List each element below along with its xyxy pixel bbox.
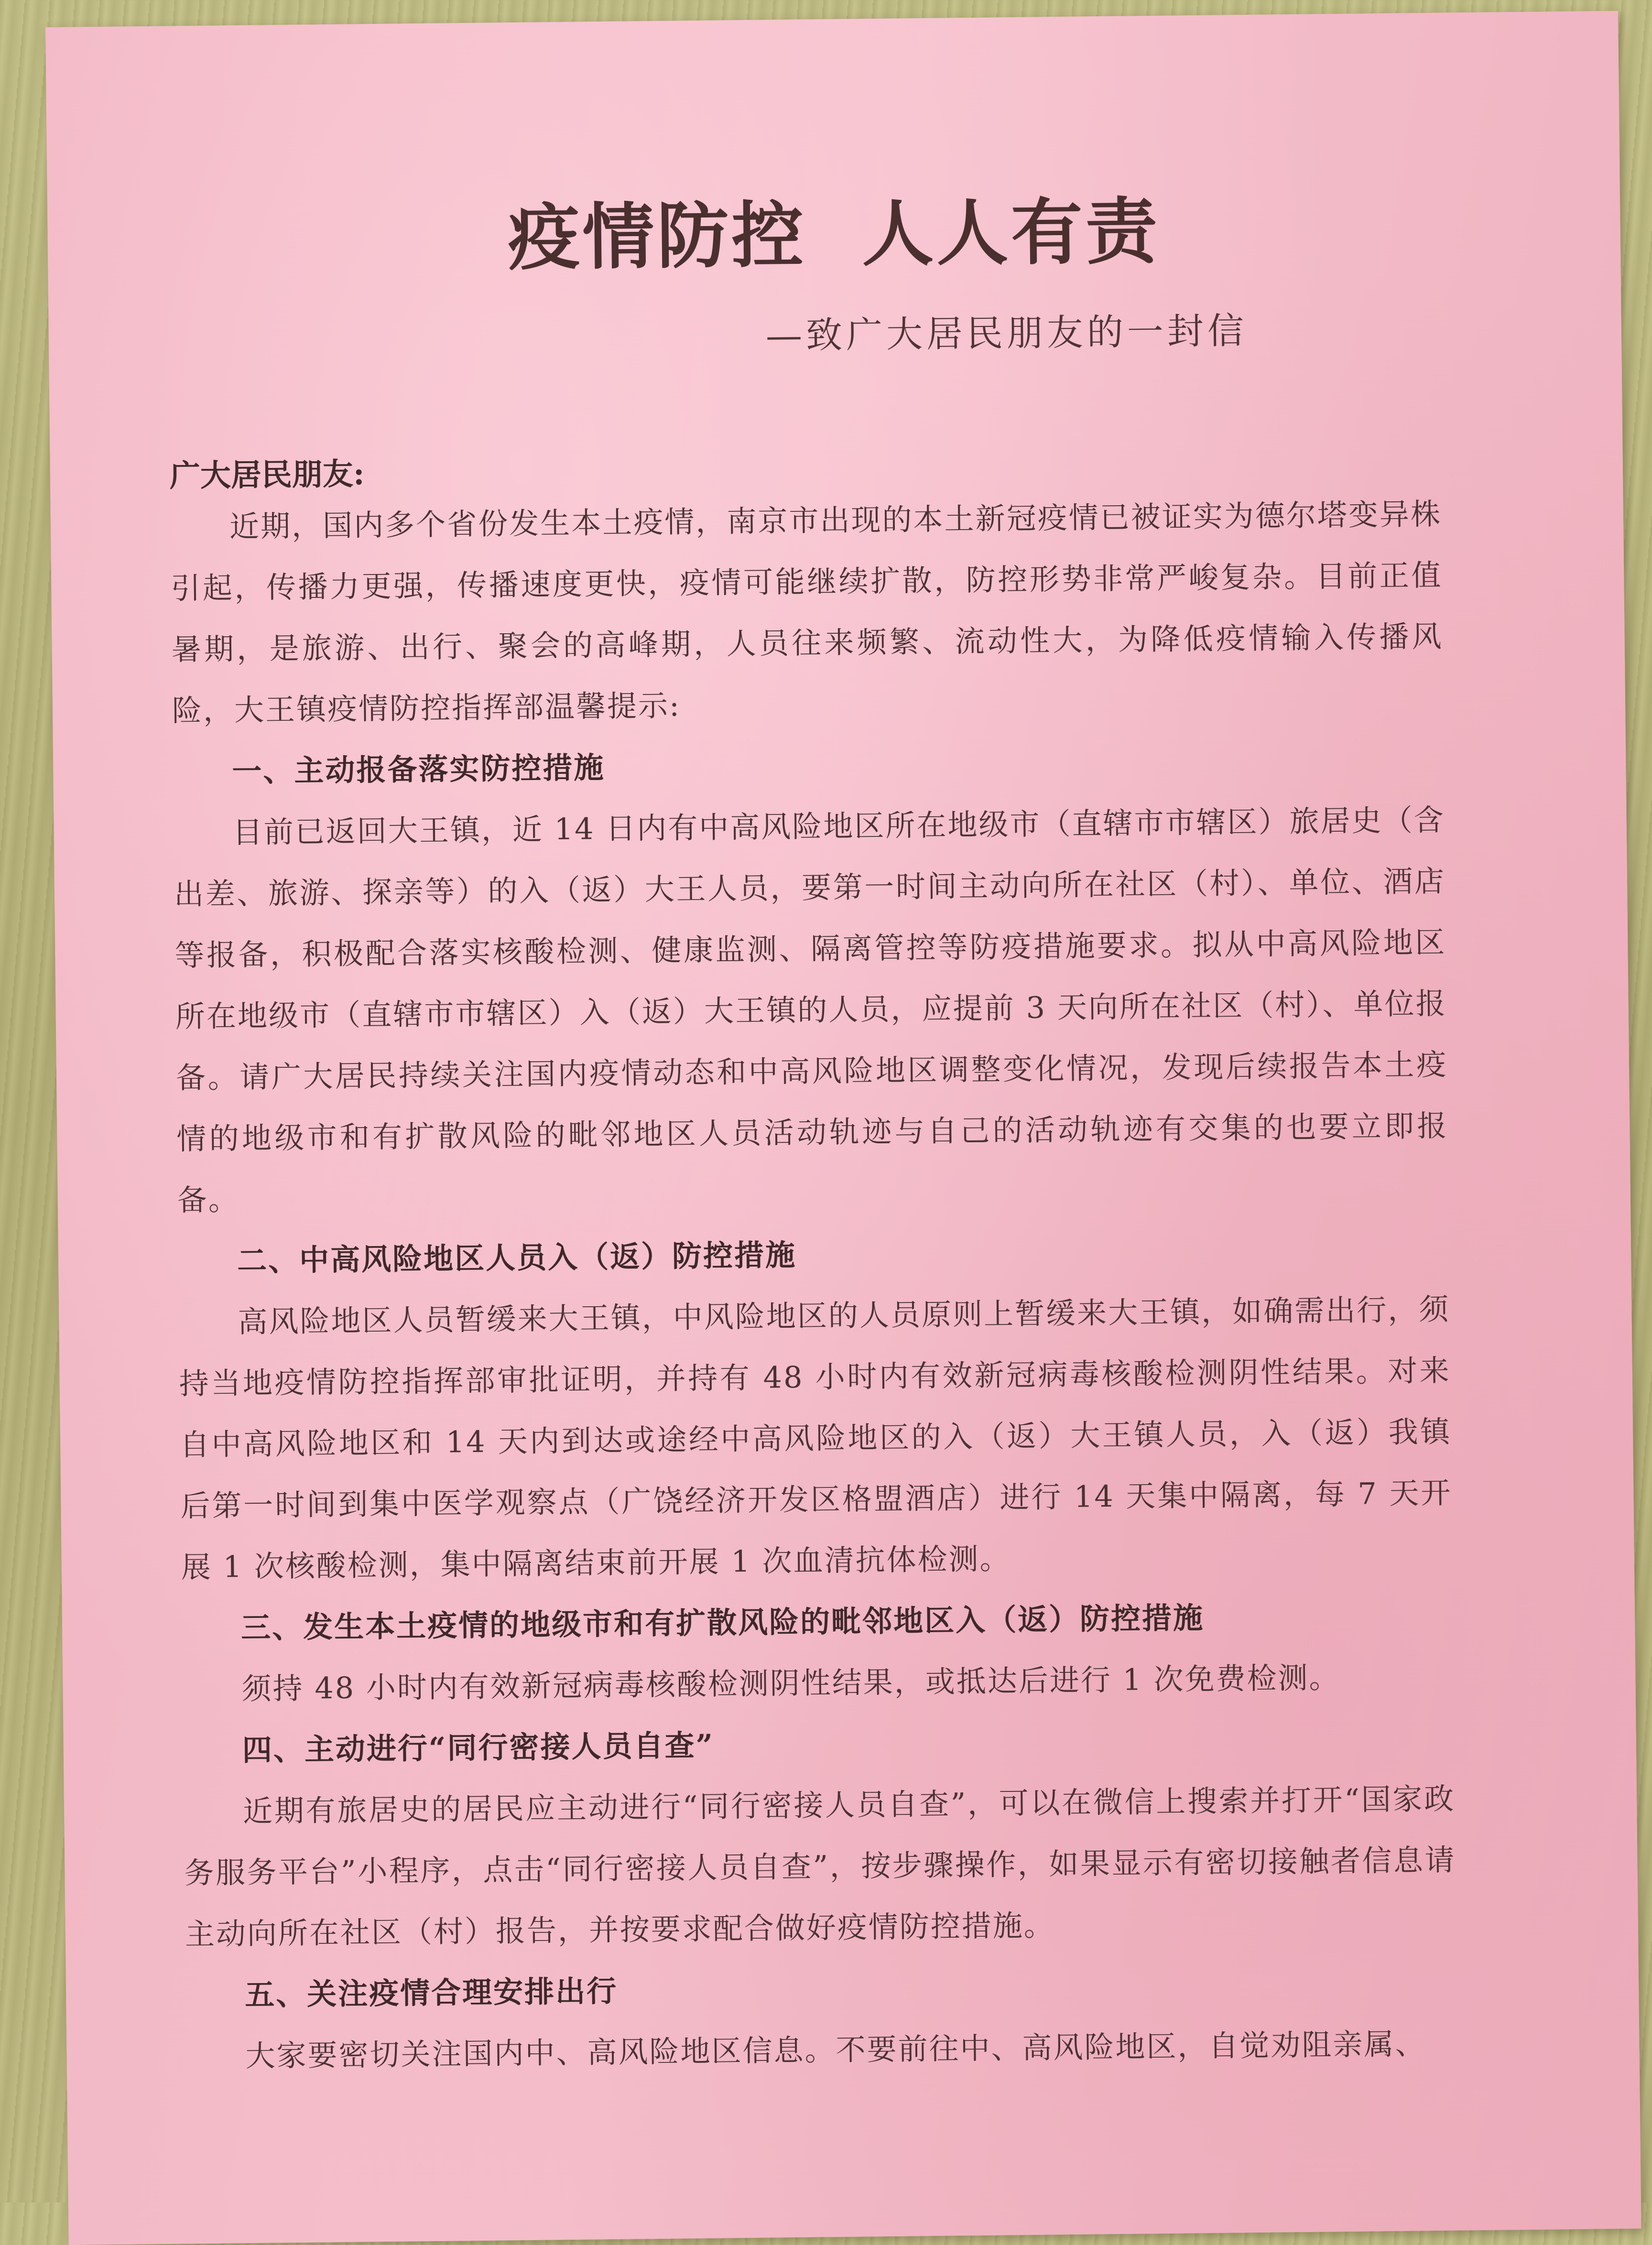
section-text-3: 须持 48 小时内有效新冠病毒核酸检测阴性结果，或抵达后进行 1 次免费检测。 [241,1660,1340,1707]
section-text-1: 目前已返回大王镇，近 14 日内有中高风险地区所在地级市（直辖市市辖区）旅居史（含出差、旅游、探亲等）的入（返）大王人员，要第一时间主动向所在社区（村）、单位、酒店等报备，积极配合落实核酸检测、健康监测、隔离管控等防疫措施要求。拟从中高风险地区所在地级市（直辖市市辖区）入（返）大王镇的人员，应提前 3 天向所在社区（村）、单位报备。请广大居民持续关注国内疫情动态和中高风险地区调整变化情况，发现后续报告本土疫情的地级市和有扩散风险的毗邻地区人员活动轨迹与自己的活动轨迹有交集的也要立即报备。 [174,802,1448,1218]
letter-title: 疫情防控 人人有责 [507,189,1161,281]
section-text-4: 近期有旅居史的居民应主动进行“同行密接人员自查”，可以在微信上搜索并打开“国家政务服务平台”小程序，点击“同行密接人员自查”，按步骤操作，如果显示有密切接触者信息请主动向所在社区（村）报告，并按要求配合做好疫情防控措施。 [184,1781,1456,1952]
section-text-2: 高风险地区人员暂缓来大王镇，中风险地区的人员原则上暂缓来大王镇，如确需出行，须持当地疫情防控指挥部审批证明，并持有 48 小时内有效新冠病毒核酸检测阴性结果。对来自中高风险地区和 14 天内到达或途经中高风险地区的入（返）大王镇人员，入（返）我镇后第一时间到集中医学观察点（广饶经济开发区格盟酒店）进行 14 天集中隔离，每 7 天开展 1 次核酸检测，集中隔离结束前开展 1 次血清抗体检测。 [179,1291,1452,1585]
section-heading-3: 三、发生本土疫情的地级市和有扩散风险的毗邻地区入（返）防控措施 [240,1600,1205,1646]
section-text-5: 大家要密切关注国内中、高风险地区信息。不要前往中、高风险地区，自觉劝阻亲属、 [245,2026,1426,2074]
letter-subtitle: —致广大居民朋友的一封信 [765,309,1248,357]
letter-sheet [45,11,1641,2245]
section-heading-4: 四、主动进行“同行密接人员自查” [242,1727,715,1768]
intro-paragraph: 近期，国内多个省份发生本土疫情，南京市出现的本土新冠疫情已被证实为德尔塔变异株引起，传播力更强，传播速度更快，疫情可能继续扩散，防控形势非常严峻复杂。目前正值暑期，是旅游、出行、聚会的高峰期，人员往来频繁、流动性大，为降低疫情输入传播风险，大王镇疫情防控指挥部温馨提示: [171,496,1443,728]
letter-body [170,484,1458,2088]
section-heading-1: 一、主动报备落实防控措施 [232,750,605,789]
section-heading-5: 五、关注疫情合理安排出行 [244,1973,618,2013]
salutation: 广大居民朋友: [169,456,365,494]
section-heading-2: 二、中高风险地区人员入（返）防控措施 [237,1237,797,1279]
